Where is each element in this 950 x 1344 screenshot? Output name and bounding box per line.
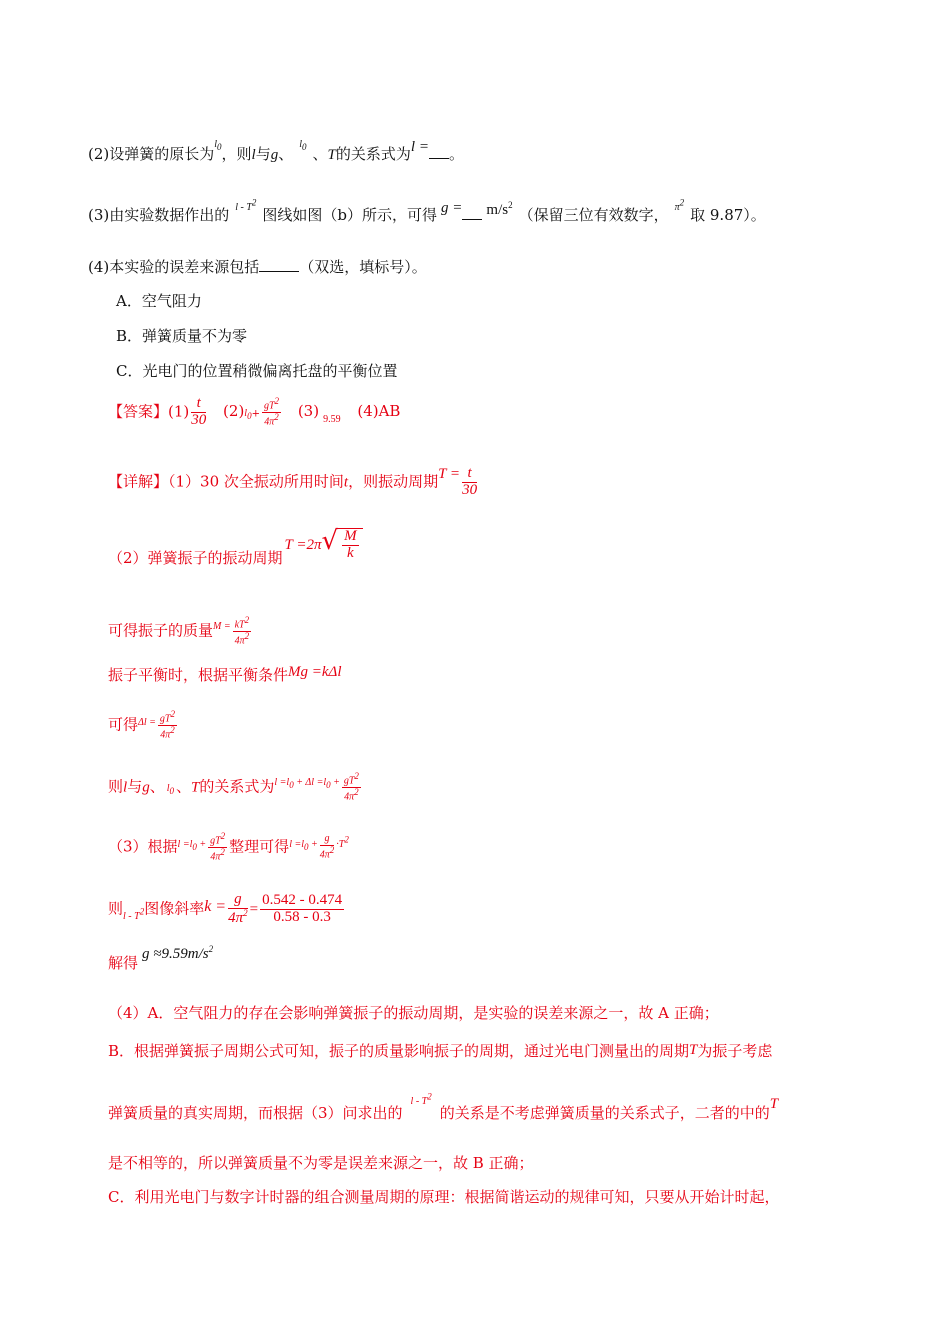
detail-8-fraction-a: $\frac{g}{4\pi^2}$ bbox=[228, 891, 248, 926]
detail-line-5: 可得$^{\Delta l =}$ $\frac{gT2}{4\pi 2}$ bbox=[108, 709, 175, 741]
detail-line-11: B．根据弹簧振子周期公式可知，振子的质量影响振子的周期，通过光电门测量出的周期T为振子考虑 bbox=[108, 1042, 773, 1060]
detail-2-fraction: $\frac{M}{k}$ bbox=[344, 528, 357, 561]
option-b: B．弹簧质量不为零 bbox=[116, 327, 248, 345]
detail-line-9: 解得 $g \approx 9.59m/s^2$ bbox=[108, 944, 214, 972]
detail-label: 【详解】 bbox=[108, 472, 169, 491]
answer-line: 【答案】(1) $\frac{t}{30}$ (2)l0+ $\frac{gT2}{4\pi 2}$ (3) $_{9.59}$ (4)AB bbox=[108, 395, 401, 428]
q4-answer-blank bbox=[259, 271, 299, 272]
option-a: A．空气阻力 bbox=[116, 292, 202, 310]
q2-l0: l0 bbox=[214, 139, 222, 152]
detail-line-8: 则$_{l - T2}$图像斜率k = $\frac{g}{4\pi^2}$ = $\frac{0.542 - 0.474}{0.58 - 0.3}$ bbox=[108, 891, 343, 926]
q2-expression: l = bbox=[410, 139, 429, 155]
detail-1-fraction: $\frac{t}{30}$ bbox=[462, 465, 478, 498]
q2-text: (2)设弹簧的原长为 bbox=[88, 145, 215, 163]
detail-line-4: 振子平衡时，根据平衡条件Mg =kΔl bbox=[108, 664, 342, 684]
q3-answer-blank bbox=[462, 219, 482, 220]
q2-answer-blank bbox=[429, 158, 449, 159]
detail-7-fraction-b: $\frac{g}{4\pi 2}$ bbox=[319, 833, 335, 860]
detail-line-12: 弹簧质量的真实周期，而根据（3）问求出的$^{l - T2}$的关系是不考虑弹簧质量的关系式子，二者的中的T bbox=[108, 1091, 779, 1122]
detail-8-fraction-b: $\frac{0.542 - 0.474}{0.58 - 0.3}$ bbox=[262, 892, 343, 925]
answer-3-value: 9.59 bbox=[323, 414, 341, 426]
q3-axis: l - T2 bbox=[235, 197, 257, 213]
question-4-line: (4)本实验的误差来源包括 （双选，填标号）。 bbox=[88, 258, 427, 276]
option-c: C．光电门的位置稍微偏离托盘的平衡位置 bbox=[116, 362, 398, 380]
question-2-line: (2)设弹簧的原长为$^{l0}$，则l与g、$^{l0}$ 、T的关系式为l = 。 bbox=[88, 139, 464, 163]
q2-l0-b: l0 bbox=[299, 139, 307, 152]
detail-line-13: 是不相等的，所以弹簧质量不为零是误差来源之一，故 B 正确； bbox=[108, 1154, 534, 1172]
detail-line-14: C．利用光电门与数字计时器的组合测量周期的原理：根据简谐运动的规律可知，只要从开始计时起， bbox=[108, 1188, 780, 1206]
detail-line-1: 【详解】（1）30 次全振动所用时间t，则振动周期T = $\frac{t}{30}$ bbox=[108, 465, 478, 498]
answer-2-fraction: $\frac{gT2}{4\pi 2}$ bbox=[263, 395, 280, 428]
detail-3-fraction: $\frac{kT2}{4\pi 2}$ bbox=[234, 615, 250, 647]
detail-7-fraction-a: $\frac{gT2}{4\pi 2}$ bbox=[210, 831, 226, 863]
detail-line-10: （4）A．空气阻力的存在会影响弹簧振子的振动周期，是实验的误差来源之一，故 A 正确； bbox=[108, 1004, 719, 1022]
detail-5-fraction: $\frac{gT2}{4\pi 2}$ bbox=[159, 709, 175, 741]
answer-1-fraction: $\frac{t}{30}$ bbox=[191, 395, 207, 428]
detail-line-2: （2）弹簧振子的振动周期T =2π√ $\frac{M}{k}$ bbox=[108, 540, 363, 576]
question-3-line: (3)由实验数据作出的 $^{l - T2}$图线如图（b）所示，可得 $g = m/s^2$（保留三位有效数字， $^{\pi 2}$取 9.87）。 bbox=[88, 197, 766, 224]
detail-6-fraction: $\frac{gT2}{4\pi 2}$ bbox=[343, 771, 359, 803]
detail-line-7: （3）根据$^{l =l0 +}$ $\frac{gT2}{4\pi 2}$ 整理可得$^{l =l0 +}$ $\frac{g}{4\pi 2}$ $^{\cdot T2}$ bbox=[108, 831, 349, 863]
detail-line-6: 则l与g、 l0 、T的关系式为$^{l =l0 + \Delta l =l0 +}$ $\frac{gT2}{4\pi 2}$ bbox=[108, 771, 359, 803]
detail-line-3: 可得振子的质量$^{M =}$ $\frac{kT2}{4\pi 2}$ bbox=[108, 615, 250, 647]
q3-pi: π2 bbox=[674, 197, 685, 213]
answer-label: 【答案】 bbox=[108, 402, 169, 421]
q3-unit: $m/s^2$ bbox=[486, 200, 513, 218]
